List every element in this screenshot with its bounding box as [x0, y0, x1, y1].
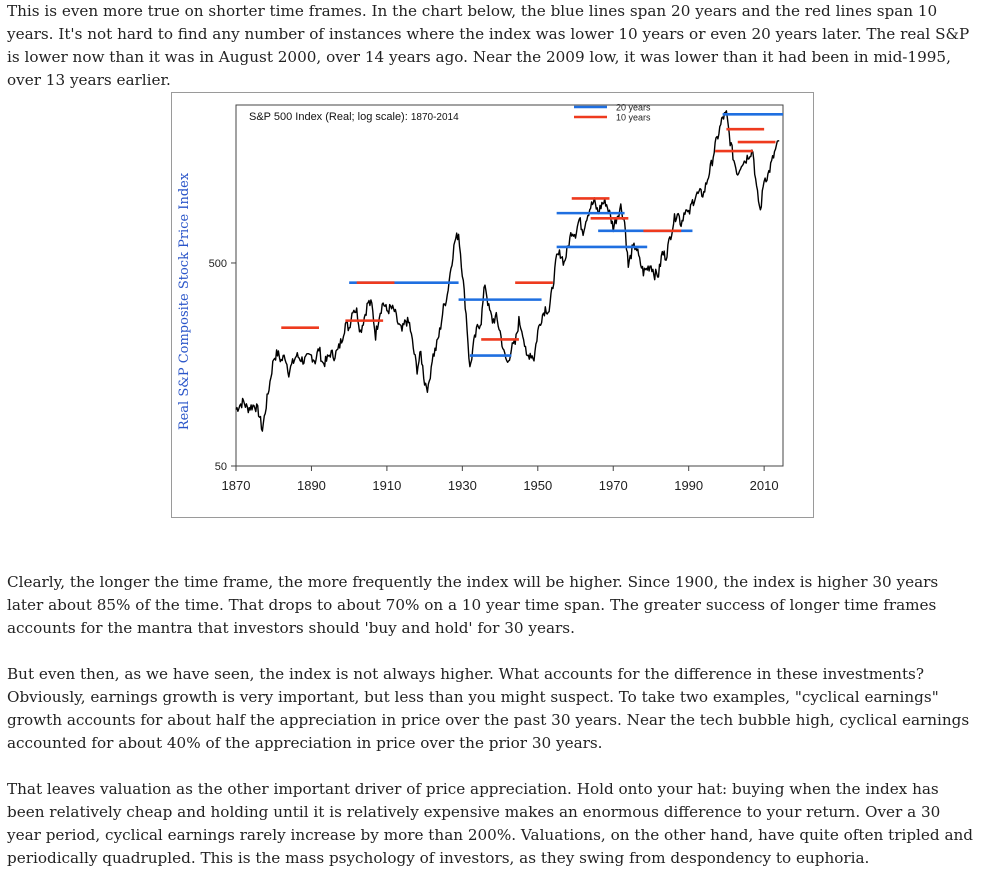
paragraph-2: Clearly, the longer the time frame, the more frequently the index will be higher. Since 1900, the index is higher 30 years later about 85% of the time. That drops to about 70% on a 10 year time span. The greater success of longer time frames accounts for the mantra that investors should 'buy and hold' for 30 years.	[7, 573, 939, 637]
x-tick-label-1990: 1990	[674, 478, 704, 493]
legend-label-1: 10 years	[616, 112, 651, 123]
x-tick-label-1870: 1870	[221, 478, 251, 493]
paragraph-3: But even then, as we have seen, the index is not always higher. What accounts for the difference in these investments? Obviously, earnings growth is very important, but less than you might suspect. To take two examples, "cyclical earnings" growth accounts for about half the appreciation in price over the past 30 years. Near the tech bubble high, cyclical earnings accounted for about 40% of the appreciation in price over the prior 30 years.	[7, 665, 970, 752]
x-tick-label-1930: 1930	[447, 478, 477, 493]
chart-figure	[171, 92, 814, 518]
x-tick-label-1950: 1950	[523, 478, 553, 493]
index-line	[236, 111, 779, 431]
y-axis-label: Real S&P Composite Stock Price Index	[177, 172, 192, 431]
series-layer	[236, 111, 779, 431]
paragraph-4: That leaves valuation as the other important driver of price appreciation. Hold onto your hat: buying when the index has been relatively cheap and holding until it is relatively expensive makes an enormous difference to your return. Over a 30 year period, cyclical earnings rarely increase by more than 200%. Valuations, on the other hand, have quite often tripled and periodically quadrupled. This is the mass psychology of investors, as they swing from despondency to euphoria.	[7, 780, 974, 867]
y-tick-label-500: 500	[208, 257, 227, 270]
chart-title-range: 1870-2014	[410, 112, 459, 123]
x-tick-label-2010: 2010	[749, 478, 779, 493]
x-tick-label-1910: 1910	[372, 478, 402, 493]
y-tick-label-50: 50	[214, 461, 227, 473]
axes-layer	[231, 102, 783, 471]
x-tick-label-1970: 1970	[598, 478, 628, 493]
chart-svg	[172, 93, 813, 517]
plot-border	[236, 102, 783, 466]
segments-layer	[281, 114, 783, 355]
paragraph-1: This is even more true on shorter time frames. In the chart below, the blue lines span 20 years and the red lines span 10 years. It's not hard to find any number of instances where the index was lower 10 years or even 20 years later. The real S&P is lower now than it was in August 2000, over 14 years ago. Near the 2009 low, it was lower than it had been in mid-1995, over 13 years earlier.	[7, 2, 970, 89]
x-tick-label-1890: 1890	[296, 478, 326, 493]
text-layer	[177, 103, 779, 494]
chart-title: S&P 500 Index (Real; log scale): 1870-2014	[249, 111, 459, 123]
legend-label-0: 20 years	[616, 102, 651, 113]
